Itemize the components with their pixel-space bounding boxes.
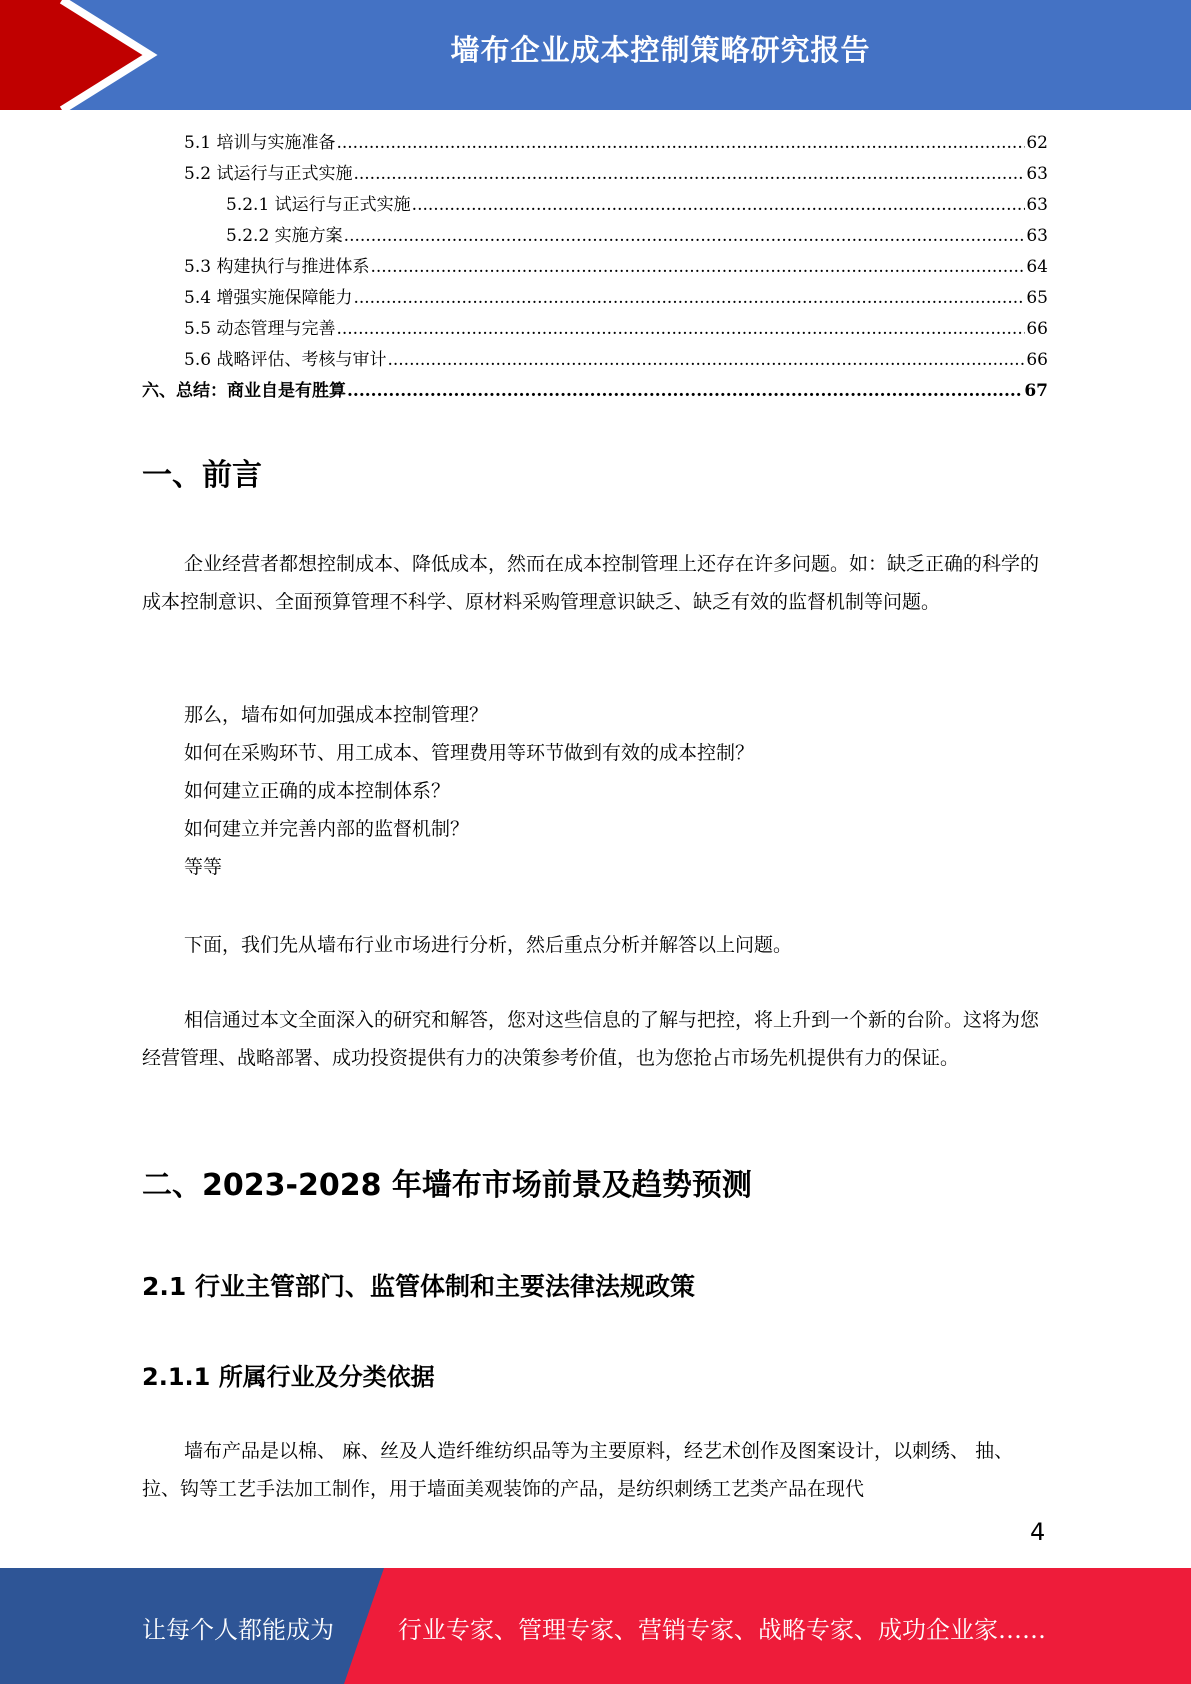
toc-entry-page: 63 bbox=[1026, 195, 1048, 215]
preface-paragraph-3: 相信通过本文全面深入的研究和解答，您对这些信息的了解与把控，将上升到一个新的台阶。这将为您经营管理、战略部署、成功投资提供有力的决策参考价值，也为您抢占市场先机提供有力的保证。 bbox=[142, 1009, 1040, 1069]
toc-entry[interactable] bbox=[142, 159, 1048, 190]
toc-leader-dots bbox=[336, 319, 1025, 339]
toc-entry-page: 63 bbox=[1026, 164, 1048, 184]
page-number: 4 bbox=[1030, 1518, 1046, 1546]
toc-entry-page: 64 bbox=[1026, 257, 1048, 277]
toc-entry-label: 5.2 试运行与正式实施 bbox=[184, 164, 353, 184]
toc-leader-dots bbox=[336, 133, 1025, 153]
toc-entry-page: 65 bbox=[1026, 288, 1048, 308]
toc-entry-label: 5.3 构建执行与推进体系 bbox=[184, 257, 370, 277]
toc-entry[interactable] bbox=[142, 345, 1048, 376]
toc-entry-label: 5.6 战略评估、考核与审计 bbox=[184, 350, 387, 370]
toc-entry[interactable] bbox=[142, 252, 1048, 283]
toc-leader-dots bbox=[387, 350, 1025, 370]
preface-paragraph-2: 下面，我们先从墙布行业市场进行分析，然后重点分析并解答以上问题。 bbox=[184, 934, 793, 956]
footer-slogan-right: 行业专家、管理专家、营销专家、战略专家、成功企业家…… bbox=[398, 1616, 1046, 1644]
question-item: 如何建立并完善内部的监督机制？ bbox=[184, 818, 470, 840]
section-heading-preface: 一、前言 bbox=[142, 458, 262, 493]
toc-leader-dots bbox=[347, 381, 1023, 401]
question-item: 那么，墙布如何加强成本控制管理？ bbox=[184, 704, 489, 726]
preface-paragraph-1: 企业经营者都想控制成本、降低成本，然而在成本控制管理上还存在许多问题。如：缺乏正确的科学的成本控制意识、全面预算管理不科学、原材料采购管理意识缺乏、缺乏有效的监督机制等问题。 bbox=[142, 553, 1040, 613]
preface-question-list bbox=[184, 696, 754, 886]
subsection-heading-2-1-1: 2.1.1 所属行业及分类依据 bbox=[142, 1363, 435, 1391]
page-footer bbox=[0, 1568, 1191, 1684]
table-of-contents bbox=[142, 128, 1048, 407]
toc-entry-label: 5.1 培训与实施准备 bbox=[184, 133, 336, 153]
toc-entry[interactable] bbox=[142, 376, 1048, 407]
toc-leader-dots bbox=[412, 195, 1026, 215]
toc-leader-dots bbox=[344, 226, 1026, 246]
toc-entry-page: 66 bbox=[1026, 350, 1048, 370]
toc-leader-dots bbox=[370, 257, 1025, 277]
toc-entry-label: 5.5 动态管理与完善 bbox=[184, 319, 336, 339]
toc-leader-dots bbox=[353, 164, 1025, 184]
toc-entry-label: 5.4 增强实施保障能力 bbox=[184, 288, 353, 308]
page-header bbox=[0, 0, 1191, 110]
toc-entry-page: 62 bbox=[1026, 133, 1048, 153]
section-heading-market-forecast: 二、2023-2028 年墙布市场前景及趋势预测 bbox=[142, 1168, 752, 1203]
toc-entry[interactable] bbox=[142, 128, 1048, 159]
toc-entry[interactable] bbox=[142, 314, 1048, 345]
toc-entry[interactable] bbox=[142, 283, 1048, 314]
question-item: 等等 bbox=[184, 856, 223, 878]
toc-entry[interactable] bbox=[142, 190, 1048, 221]
section2-paragraph-1: 墙布产品是以棉、 麻、丝及人造纤维纺织品等为主要原料，经艺术创作及图案设计，以刺绣、 抽、拉、钩等工艺手法加工制作，用于墙面美观装饰的产品，是纺织刺绣工艺类产品在现代 bbox=[142, 1440, 1014, 1500]
toc-leader-dots bbox=[353, 288, 1025, 308]
toc-entry-label: 5.2.2 实施方案 bbox=[226, 226, 343, 246]
footer-slogan-left: 让每个人都能成为 bbox=[142, 1616, 334, 1644]
question-item: 如何在采购环节、用工成本、管理费用等环节做到有效的成本控制？ bbox=[184, 742, 755, 764]
toc-entry-page: 66 bbox=[1026, 319, 1048, 339]
toc-entry[interactable] bbox=[142, 221, 1048, 252]
toc-entry-page: 67 bbox=[1024, 381, 1048, 401]
question-item: 如何建立正确的成本控制体系？ bbox=[184, 780, 451, 802]
report-title: 墙布企业成本控制策略研究报告 bbox=[450, 33, 871, 67]
subsection-heading-2-1: 2.1 行业主管部门、监管体制和主要法律法规政策 bbox=[142, 1272, 695, 1301]
toc-entry-label: 六、总结：商业自是有胜算 bbox=[142, 381, 346, 401]
toc-entry-page: 63 bbox=[1026, 226, 1048, 246]
toc-entry-label: 5.2.1 试运行与正式实施 bbox=[226, 195, 411, 215]
